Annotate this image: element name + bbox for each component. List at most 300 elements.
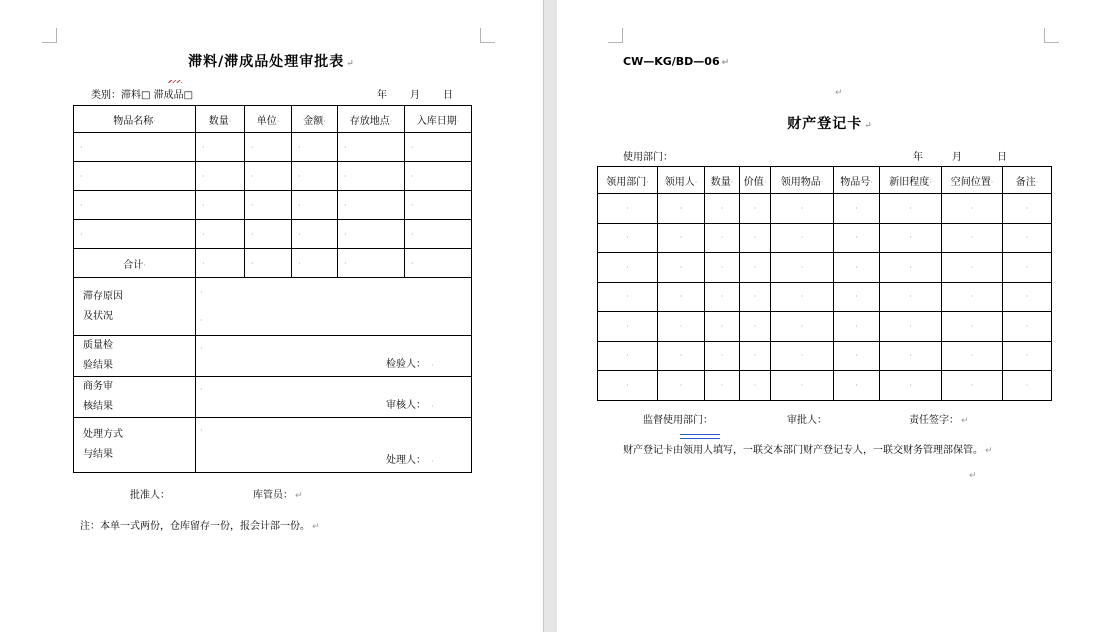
cell-mark: · [970, 321, 974, 331]
cell-mark: · [679, 233, 683, 243]
cell-mark: · [720, 380, 724, 390]
cell-mark: · [990, 177, 994, 187]
cell-mark: · [929, 177, 932, 187]
cell-mark: · [626, 262, 629, 272]
table-cell[interactable] [245, 220, 292, 249]
table-row [598, 223, 1052, 253]
table-cell[interactable] [658, 194, 705, 224]
cell-mark: · [626, 233, 629, 243]
cell-mark: · [456, 116, 460, 126]
column-header-label: 备注 [1015, 176, 1036, 188]
column-header [338, 106, 405, 133]
form2-title: 财产登记卡 ↵ [787, 116, 873, 132]
cell-mark: · [720, 262, 724, 272]
column-header [292, 106, 338, 133]
column-header [834, 167, 880, 194]
form2-date-year: 年 [913, 152, 923, 163]
table-cell[interactable] [740, 341, 771, 371]
cell-mark: · [909, 233, 912, 243]
table-cell[interactable] [880, 194, 942, 224]
table-header-row [74, 106, 472, 133]
column-header-label: 领用物品 [780, 176, 821, 188]
table-row [74, 162, 472, 191]
cell-mark: · [80, 171, 83, 181]
table-cell[interactable] [740, 312, 771, 342]
cell-mark: · [1025, 233, 1029, 243]
cell-mark: · [753, 380, 757, 390]
table-cell[interactable] [1003, 223, 1052, 253]
table-cell[interactable] [834, 312, 880, 342]
table-cell[interactable] [834, 253, 880, 283]
table-cell[interactable] [405, 191, 472, 220]
table-row [598, 341, 1052, 371]
table-cell[interactable] [771, 371, 834, 401]
form2-date-month: 月 [952, 152, 962, 163]
column-header-label: 入库日期 [416, 115, 457, 127]
cell-mark: · [679, 203, 683, 213]
cell-mark: · [200, 426, 203, 435]
total-cell[interactable] [245, 249, 292, 278]
margin-corner-top-left [608, 28, 623, 43]
cell-mark: · [80, 200, 83, 210]
column-header-label: 数量 [208, 115, 229, 127]
cell-mark: · [298, 142, 301, 152]
table-cell[interactable] [338, 220, 405, 249]
table-cell[interactable] [740, 371, 771, 401]
signature-label: 处理人： [386, 455, 426, 466]
cell-mark: · [800, 262, 804, 272]
cell-mark: · [970, 203, 974, 213]
cell-mark: · [251, 142, 254, 152]
cell-mark: · [298, 258, 301, 268]
margin-corner-top-right [480, 28, 495, 43]
cell-mark: · [344, 200, 347, 210]
table-cell[interactable] [740, 253, 771, 283]
cell-mark: · [344, 171, 347, 181]
cell-mark: · [200, 316, 203, 325]
table-cell[interactable] [771, 253, 834, 283]
cell-mark: · [646, 177, 649, 187]
cell-mark: · [411, 142, 414, 152]
table-cell[interactable] [658, 253, 705, 283]
table-cell[interactable] [705, 194, 740, 224]
table-cell[interactable] [1003, 312, 1052, 342]
table-cell[interactable] [1003, 194, 1052, 224]
cell-mark: · [1025, 203, 1029, 213]
column-header-label: 空间位置 [950, 176, 991, 188]
form2-responsible-label: 责任签字： ↵ [909, 415, 969, 426]
table-cell[interactable] [196, 133, 245, 162]
column-header-label: 金额 [303, 115, 324, 127]
section-row [74, 278, 472, 336]
cell-mark: · [1025, 262, 1029, 272]
cell-mark: · [800, 321, 804, 331]
column-header-label: 价值 [743, 176, 764, 188]
paragraph-mark: ↵ [835, 88, 843, 98]
cell-mark: · [753, 233, 757, 243]
table-cell[interactable] [740, 223, 771, 253]
section-value-cell[interactable] [196, 418, 472, 473]
paragraph-mark: ↵ [969, 471, 977, 481]
cell-mark: · [298, 200, 301, 210]
column-header [740, 167, 771, 194]
column-header [771, 167, 834, 194]
table-cell[interactable] [705, 312, 740, 342]
form2-table [597, 166, 1052, 401]
table-cell[interactable] [658, 341, 705, 371]
column-header-label: 数量 [710, 176, 731, 188]
table-cell[interactable] [598, 223, 658, 253]
cell-mark: · [679, 321, 683, 331]
cell-mark: · [411, 171, 414, 181]
column-header-label: 单位 [256, 115, 277, 127]
table-cell[interactable] [942, 223, 1003, 253]
section-label-line: 商务审 [83, 381, 113, 392]
total-label-cell [74, 249, 196, 278]
table-cell[interactable] [942, 341, 1003, 371]
table-cell[interactable] [771, 341, 834, 371]
table-cell[interactable] [942, 282, 1003, 312]
table-cell[interactable] [196, 191, 245, 220]
table-cell[interactable] [598, 371, 658, 401]
column-header [658, 167, 705, 194]
cell-mark: · [344, 142, 347, 152]
page-gap [543, 0, 557, 632]
table-row [598, 253, 1052, 283]
column-header [942, 167, 1003, 194]
cell-mark: · [720, 233, 724, 243]
table-row [598, 194, 1052, 224]
column-header [245, 106, 292, 133]
form1-note: 注：本单一式两份，仓库留存一份，报会计部一份。 ↵ [80, 521, 320, 532]
table-cell[interactable] [705, 341, 740, 371]
table-cell[interactable] [880, 312, 942, 342]
cell-mark: · [855, 292, 858, 302]
cell-mark: · [753, 203, 757, 213]
cell-mark: · [202, 229, 205, 239]
table-header-row [598, 167, 1052, 194]
table-cell[interactable] [942, 312, 1003, 342]
table-cell[interactable] [405, 133, 472, 162]
cell-mark: · [694, 177, 698, 187]
section-label-line: 处理方式 [83, 429, 123, 440]
table-cell[interactable] [1003, 371, 1052, 401]
table-cell[interactable] [598, 341, 658, 371]
total-row [74, 249, 472, 278]
column-header [74, 106, 196, 133]
signature-label: 审核人： [386, 400, 426, 411]
form2-department-label: 使用部门： [623, 152, 673, 163]
cell-mark: · [679, 292, 683, 302]
section-label-line: 验结果 [83, 360, 113, 371]
cell-mark: · [200, 385, 203, 394]
table-cell[interactable] [740, 282, 771, 312]
cell-mark: · [855, 262, 858, 272]
table-cell[interactable] [880, 282, 942, 312]
table-cell[interactable] [880, 253, 942, 283]
section-row [74, 377, 472, 418]
table-cell[interactable] [245, 162, 292, 191]
cell-mark: · [323, 116, 326, 126]
table-cell[interactable] [658, 371, 705, 401]
document-page-left [0, 0, 543, 632]
cell-mark: · [251, 258, 254, 268]
form2-note: 财产登记卡由领用人填写，一联交本部门财产登记专人，一联交财务管理部保管。 ↵ [623, 445, 993, 456]
cell-mark: · [909, 203, 912, 213]
table-cell[interactable] [771, 282, 834, 312]
table-cell[interactable] [834, 194, 880, 224]
table-cell[interactable] [292, 162, 338, 191]
table-cell[interactable] [880, 371, 942, 401]
cell-mark: · [251, 200, 254, 210]
margin-corner-top-right [1044, 28, 1059, 43]
cell-mark: · [626, 321, 629, 331]
cell-mark: · [970, 233, 974, 243]
cell-mark: · [411, 229, 414, 239]
table-cell[interactable] [705, 223, 740, 253]
cell-mark: · [626, 203, 629, 213]
cell-mark: · [153, 116, 156, 126]
table-cell[interactable] [405, 162, 472, 191]
section-label-line: 核结果 [83, 401, 113, 412]
cell-mark: · [870, 177, 873, 187]
cell-mark: · [909, 292, 912, 302]
cell-mark: · [411, 200, 414, 210]
table-row [598, 312, 1052, 342]
signature-label: 检验人： [386, 359, 426, 370]
table-cell[interactable] [834, 371, 880, 401]
cell-mark: · [626, 380, 629, 390]
table-cell[interactable] [196, 162, 245, 191]
table-cell[interactable] [658, 223, 705, 253]
table-cell[interactable] [834, 282, 880, 312]
table-cell[interactable] [74, 220, 196, 249]
table-cell[interactable] [942, 253, 1003, 283]
cell-mark: · [276, 116, 280, 126]
table-cell[interactable] [1003, 341, 1052, 371]
table-cell[interactable] [771, 223, 834, 253]
table-cell[interactable] [74, 191, 196, 220]
form2-approver-label: 审批人： [787, 415, 827, 426]
section-value-cell[interactable] [196, 278, 472, 336]
cell-mark: · [1025, 321, 1029, 331]
cell-mark: · [202, 142, 205, 152]
table-cell[interactable] [598, 253, 658, 283]
table-cell[interactable] [598, 194, 658, 224]
table-cell[interactable] [834, 341, 880, 371]
table-cell[interactable] [705, 253, 740, 283]
cell-mark: · [679, 351, 683, 361]
document-page-right [557, 0, 1103, 632]
table-cell[interactable] [74, 162, 196, 191]
column-header-label: 新旧程度 [889, 176, 930, 188]
table-cell[interactable] [338, 191, 405, 220]
cell-mark: · [251, 171, 254, 181]
cell-mark: · [753, 292, 757, 302]
margin-corner-top-left [42, 28, 57, 43]
table-cell[interactable] [74, 133, 196, 162]
form1-approver-label: 批准人： [130, 490, 170, 501]
cell-mark: · [679, 262, 683, 272]
column-header [880, 167, 942, 194]
cell-mark: · [970, 262, 974, 272]
form2-supervisor-label: 监督使用部门： [643, 415, 713, 426]
cell-mark: · [909, 380, 912, 390]
cell-mark: · [720, 351, 724, 361]
table-cell[interactable] [245, 191, 292, 220]
total-label: 合计 [123, 259, 144, 271]
column-header-label: 存放地点 [349, 115, 390, 127]
cell-mark: · [411, 258, 414, 268]
cell-mark: · [298, 229, 301, 239]
form1-category: 类别：滞料□ 滞成品□ [91, 90, 194, 101]
cell-mark: · [909, 321, 912, 331]
grammar-check-underline [680, 434, 720, 439]
section-row [74, 336, 472, 377]
table-cell[interactable] [880, 341, 942, 371]
total-cell[interactable] [292, 249, 338, 278]
cell-mark: · [970, 292, 974, 302]
cell-mark: · [855, 351, 858, 361]
cell-mark: · [1025, 380, 1029, 390]
column-header-label: 领用部门 [606, 176, 647, 188]
table-cell[interactable] [658, 312, 705, 342]
cell-mark: · [720, 203, 724, 213]
cell-mark: · [344, 258, 347, 268]
form1-keeper-label: 库管员： ↵ [253, 490, 303, 501]
table-cell[interactable] [1003, 253, 1052, 283]
cell-mark: · [228, 116, 232, 126]
table-cell[interactable] [245, 133, 292, 162]
section-value-cell[interactable] [196, 377, 472, 418]
cell-mark: · [855, 380, 858, 390]
cell-mark: · [80, 142, 83, 152]
table-cell[interactable] [705, 371, 740, 401]
cell-mark: · [80, 229, 83, 239]
table-cell[interactable] [405, 220, 472, 249]
cell-mark: · [431, 457, 434, 466]
table-row [598, 371, 1052, 401]
column-header [196, 106, 245, 133]
cell-mark: · [800, 292, 804, 302]
cell-mark: · [251, 229, 254, 239]
cell-mark: · [143, 260, 146, 270]
form1-date-month: 月 [410, 90, 420, 101]
table-cell[interactable] [942, 194, 1003, 224]
cell-mark: · [855, 203, 858, 213]
table-cell[interactable] [338, 133, 405, 162]
cell-mark: · [909, 351, 912, 361]
table-cell[interactable] [771, 312, 834, 342]
table-cell[interactable] [740, 194, 771, 224]
cell-mark: · [855, 233, 858, 243]
cell-mark: · [753, 351, 757, 361]
form2-date-day: 日 [997, 152, 1007, 163]
table-row [74, 220, 472, 249]
cell-mark: · [820, 177, 824, 187]
form1-date-year: 年 [377, 90, 387, 101]
cell-mark: · [202, 258, 205, 268]
cell-mark: · [753, 262, 757, 272]
cell-mark: · [970, 380, 974, 390]
cell-mark: · [800, 203, 804, 213]
section-label-cell [74, 418, 196, 473]
cell-mark: · [431, 361, 434, 370]
table-cell[interactable] [338, 162, 405, 191]
cell-mark: · [720, 321, 724, 331]
table-cell[interactable] [771, 194, 834, 224]
table-cell[interactable] [196, 220, 245, 249]
cell-mark: · [431, 402, 434, 411]
column-header-label: 物品号 [840, 176, 871, 188]
cell-mark: · [800, 351, 804, 361]
cell-mark: · [202, 171, 205, 181]
cell-mark: · [200, 288, 203, 297]
cell-mark: · [626, 351, 629, 361]
total-cell[interactable] [196, 249, 245, 278]
form2-code: CW—KG/BD—06 ↵ [623, 55, 730, 68]
section-value-cell[interactable] [196, 336, 472, 377]
section-label-cell [74, 377, 196, 418]
table-cell[interactable] [292, 133, 338, 162]
cell-mark: · [200, 344, 203, 353]
cell-mark: · [753, 321, 757, 331]
table-cell[interactable] [292, 220, 338, 249]
cell-mark: · [1035, 177, 1039, 187]
cell-mark: · [970, 351, 974, 361]
section-label-cell [74, 336, 196, 377]
column-header [598, 167, 658, 194]
column-header [705, 167, 740, 194]
table-cell[interactable] [658, 282, 705, 312]
table-cell[interactable] [1003, 282, 1052, 312]
section-row [74, 418, 472, 473]
form1-table [73, 105, 472, 473]
section-label-line: 与结果 [83, 449, 113, 460]
cell-mark: · [344, 229, 347, 239]
table-cell[interactable] [292, 191, 338, 220]
cell-mark: · [855, 321, 858, 331]
table-row [74, 191, 472, 220]
section-label-line: 及状况 [83, 310, 113, 322]
cell-mark: · [202, 200, 205, 210]
form1-date-day: 日 [443, 90, 453, 101]
table-cell[interactable] [942, 371, 1003, 401]
cell-mark: · [720, 292, 724, 302]
cell-mark: · [763, 177, 767, 187]
table-cell[interactable] [598, 312, 658, 342]
cell-mark: · [800, 233, 804, 243]
cell-mark: · [626, 292, 629, 302]
table-cell[interactable] [834, 223, 880, 253]
cell-mark: · [1025, 292, 1029, 302]
total-cell[interactable] [338, 249, 405, 278]
table-row [74, 133, 472, 162]
column-header [1003, 167, 1052, 194]
table-cell[interactable] [705, 282, 740, 312]
column-header [405, 106, 472, 133]
section-label-line: 滞存原因 [83, 290, 123, 302]
table-cell[interactable] [880, 223, 942, 253]
table-cell[interactable] [598, 282, 658, 312]
section-label-cell [74, 278, 196, 336]
spell-check-underline [168, 80, 182, 83]
cell-mark: · [800, 380, 804, 390]
cell-mark: · [679, 380, 683, 390]
cell-mark: · [909, 262, 912, 272]
total-cell[interactable] [405, 249, 472, 278]
section-label-line: 质量检 [83, 340, 113, 351]
